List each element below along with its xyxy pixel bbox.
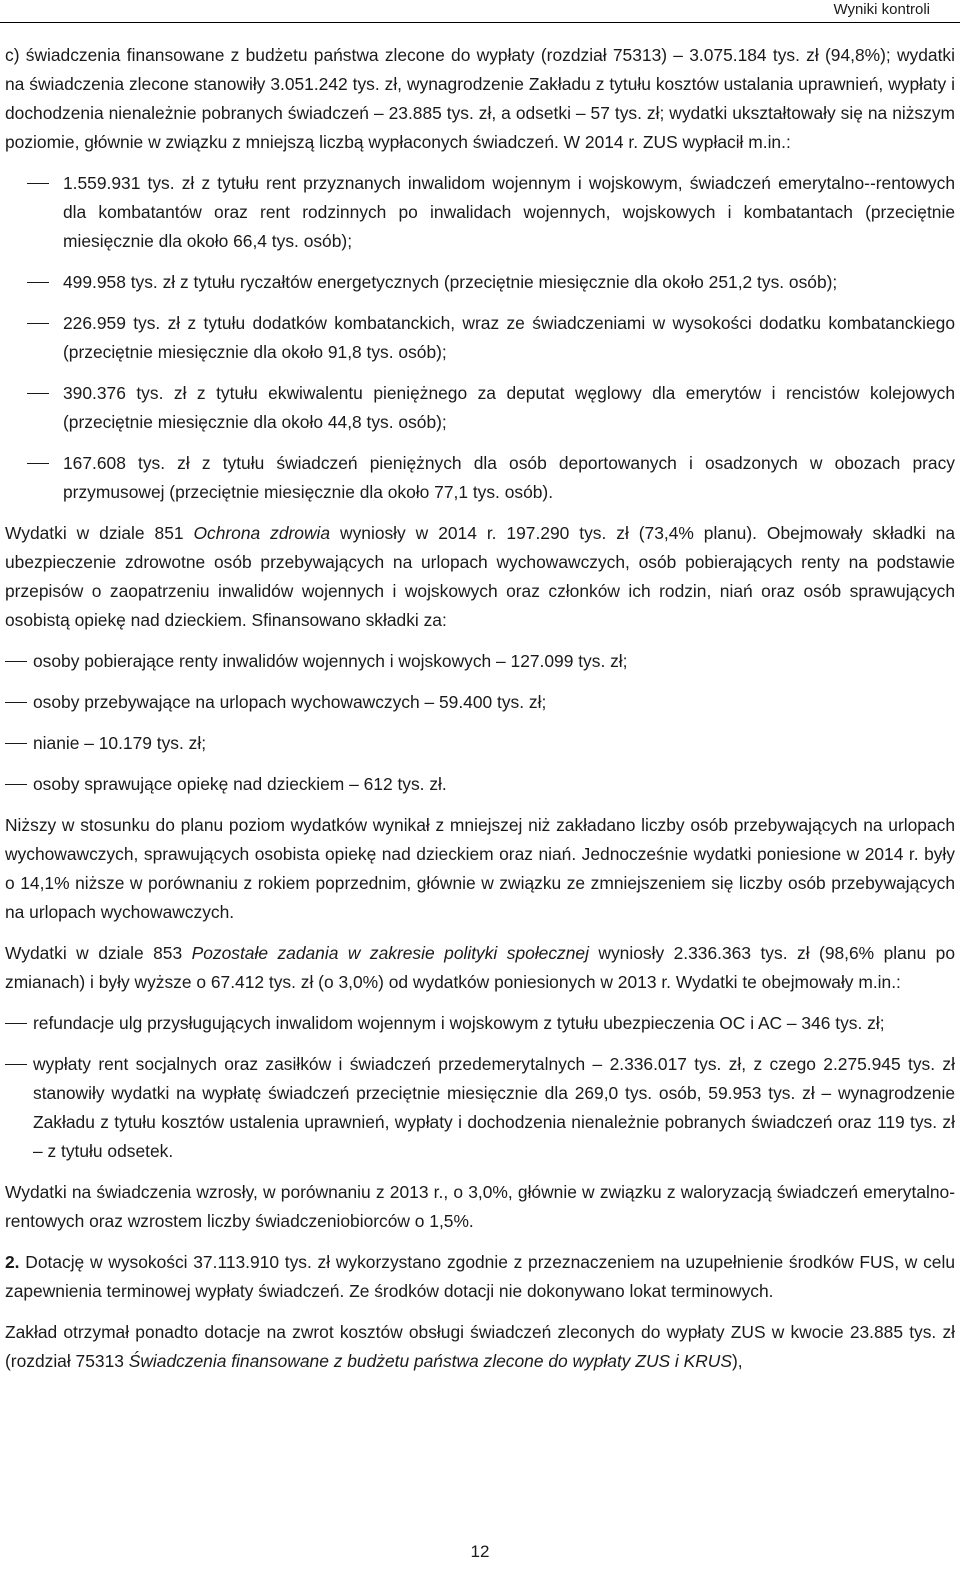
list-item: wypłaty rent socjalnych oraz zasiłków i świadczeń przedemerytalnych – 2.336.017 tys. zł, z czego 2.275.945 tys. zł stanowiły wydatki na wypłatę świadczeń przeciętnie miesięcznie dla 269,0 tys. osób, 59.953 tys. zł – wynagrodzenie Zakładu z tytułu kosztów ustalenia uprawnień, wypłaty i dochodzenia nienależnie pobranych świadczeń oraz 119 tys. zł – z tytułu odsetek.	[5, 1050, 955, 1166]
list-item: osoby przebywające na urlopach wychowawczych – 59.400 tys. zł;	[5, 688, 955, 717]
emphasis-text: Ochrona zdrowia	[193, 523, 331, 543]
emphasis-text: Świadczenia finansowane z budżetu państwa zlecone do wypłaty ZUS i KRUS	[128, 1351, 732, 1371]
paragraph-lower-level: Niższy w stosunku do planu poziom wydatków wynikał z mniejszej niż zakładano liczby osób przebywających na urlopach wychowawczych, sprawujących osobista opiekę nad dzieckiem oraz niań. Jednocześnie wydatki poniesione w 2014 r. były o 14,1% niższe w porównaniu z rokiem poprzednim, głównie w związku ze zmniejszeniem się liczby osób przebywających na urlopach wychowawczych.	[5, 815, 955, 922]
text-span: ),	[731, 1351, 743, 1371]
text-span: Zakład otrzymał ponadto dotacje na zwrot kosztów obsługi świadczeń zleconych do wypłaty ZUS w kwocie 23.885 tys. zł (rozdział 75313	[5, 1322, 955, 1371]
section-number: 2.	[5, 1252, 20, 1272]
zus-payments-list	[5, 169, 955, 507]
text-span: Wydatki w dziale 853	[5, 943, 192, 963]
page-number: 12	[470, 1542, 490, 1561]
contributions-list	[5, 647, 955, 799]
text-span: Dotację w wysokości 37.113.910 tys. zł wykorzystano zgodnie z przeznaczeniem na uzupełnienie środków FUS, w celu zapewnienia terminowej wypłaty świadczeń. Ze środków dotacji nie dokonywano lokat terminowych.	[5, 1252, 955, 1301]
emphasis-text: Pozostałe zadania w zakresie polityki społecznej	[191, 943, 589, 963]
list-item: 390.376 tys. zł z tytułu ekwiwalentu pieniężnego za deputat węglowy dla emerytów i rencistów kolejowych (przeciętnie miesięcznie dla około 44,8 tys. osób);	[5, 379, 955, 437]
paragraph-institution	[5, 1318, 955, 1376]
paragraph-851	[5, 519, 955, 635]
page-header	[0, 0, 960, 23]
paragraph-increase: Wydatki na świadczenia wzrosły, w porównaniu z 2013 r., o 3,0%, głównie w związku z waloryzacją świadczeń emerytalno-rentowych oraz wzrostem liczby świadczeniobiorców o 1,5%.	[5, 1182, 955, 1231]
list-item: nianie – 10.179 tys. zł;	[5, 729, 955, 758]
list-item: refundacje ulg przysługujących inwalidom wojennym i wojskowym z tytułu ubezpieczenia OC i AC – 346 tys. zł;	[5, 1009, 955, 1038]
list-item: 499.958 tys. zł z tytułu ryczałtów energetycznych (przeciętnie miesięcznie dla około 251,2 tys. osób);	[5, 268, 955, 297]
list-item: 226.959 tys. zł z tytułu dodatków kombatanckich, wraz ze świadczeniami w wysokości dodatku kombatanckiego (przeciętnie miesięcznie dla około 91,8 tys. osób);	[5, 309, 955, 367]
list-item: osoby sprawujące opiekę nad dzieckiem – 612 tys. zł.	[5, 770, 955, 799]
header-title: Wyniki kontroli	[833, 1, 930, 18]
list-item: 1.559.931 tys. zł z tytułu rent przyznanych inwalidom wojennym i wojskowym, świadczeń emerytalno--rentowych dla kombatantów oraz rent rodzinnych po inwalidach wojennych, wojskowych i kombatantach (przeciętnie miesięcznie dla około 66,4 tys. osób);	[5, 169, 955, 256]
document-body	[5, 41, 955, 1376]
paragraph-subsidy	[5, 1248, 955, 1306]
text-span: wyniosły 2.336.363 tys. zł (98,6% planu po zmianach) i były wyższe o 67.412 tys. zł (o 3,0%) od wydatków poniesionych w 2013 r. Wydatki te obejmowały m.in.:	[5, 943, 955, 992]
paragraph-c: c) świadczenia finansowane z budżetu państwa zlecone do wypłaty (rozdział 75313) – 3.075.184 tys. zł (94,8%); wydatki na świadczenia zlecone stanowiły 3.051.242 tys. zł, wynagrodzenie Zakładu z tytułu kosztów ustalania uprawnień, wypłaty i dochodzenia nienależnie pobranych świadczeń – 23.885 tys. zł, a odsetki – 57 tys. zł; wydatki ukształtowały się na niższym poziomie, głównie w związku z mniejszą liczbą wypłaconych świadczeń. W 2014 r. ZUS wypłacił m.in.:	[5, 45, 955, 152]
text-span: Wydatki w dziale 851	[5, 523, 194, 543]
list-item: osoby pobierające renty inwalidów wojennych i wojskowych – 127.099 tys. zł;	[5, 647, 955, 676]
list-item: 167.608 tys. zł z tytułu świadczeń pieniężnych dla osób deportowanych i osadzonych w obozach pracy przymusowej (przeciętnie miesięcznie dla około 77,1 tys. osób).	[5, 449, 955, 507]
paragraph-853	[5, 939, 955, 997]
expenses-853-list	[5, 1009, 955, 1166]
text-span: wyniosły w 2014 r. 197.290 tys. zł (73,4% planu). Obejmowały składki na ubezpieczenie zdrowotne osób przebywających na urlopach wychowawczych, osób pobierających renty na podstawie przepisów o zaopatrzeniu inwalidów wojennych i wojskowych oraz członków ich rodzin, niań oraz osób sprawujących osobistą opiekę nad dzieckiem. Sfinansowano składki za:	[5, 523, 955, 630]
